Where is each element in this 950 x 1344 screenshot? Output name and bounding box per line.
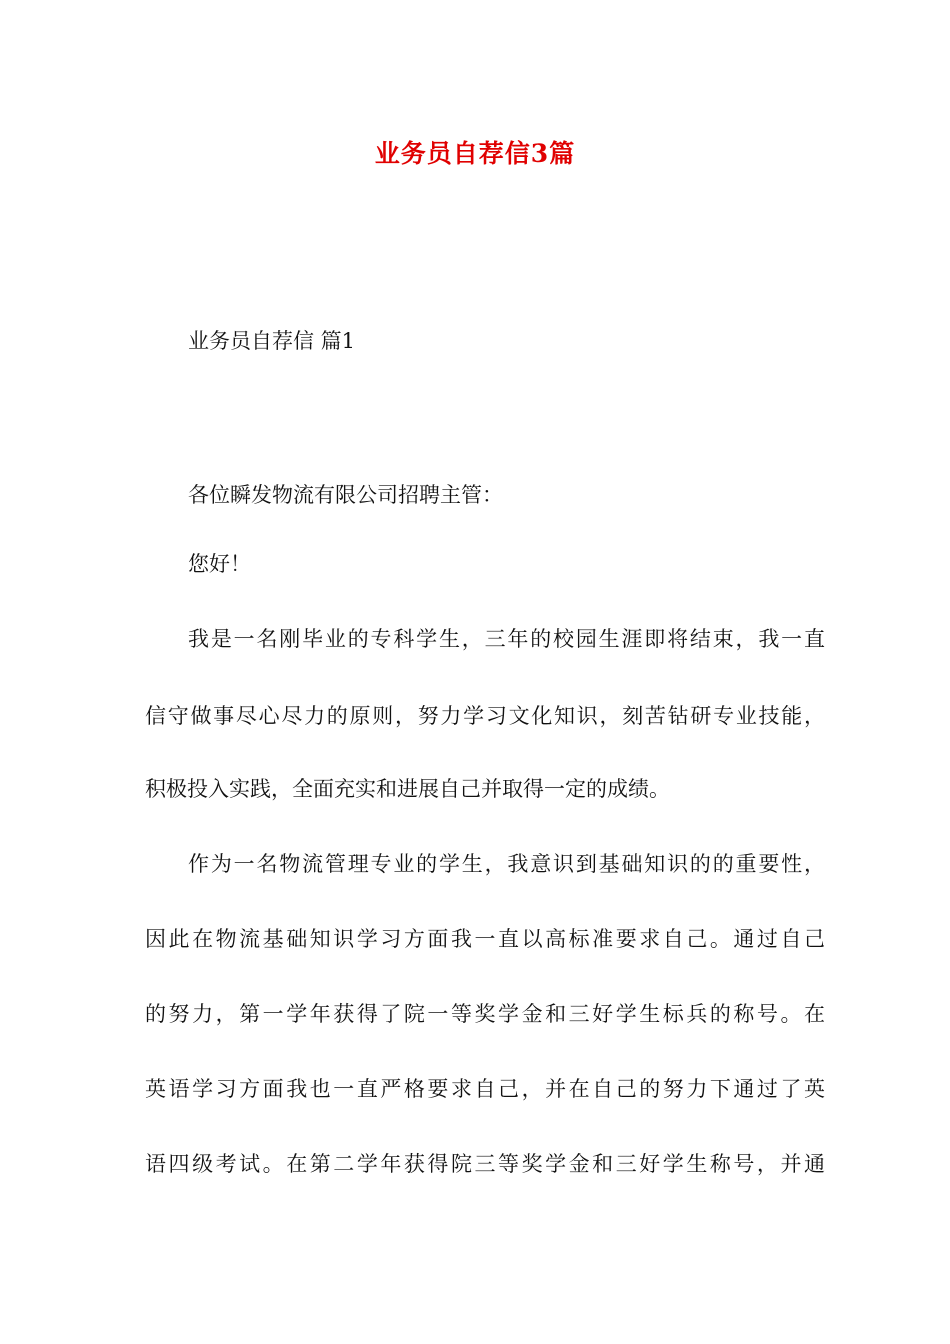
greeting: 您好！ [188,552,251,576]
paragraph-line: 英语学习方面我也一直严格要求自己，并在自己的努力下通过了英 [145,1077,825,1101]
paragraph-line: 积极投入实践，全面充实和进展自己并取得一定的成绩。 [145,777,670,801]
paragraph-line: 语四级考试。在第二学年获得院三等奖学金和三好学生称号，并通 [145,1152,825,1176]
paragraph-line: 的努力，第一学年获得了院一等奖学金和三好学生标兵的称号。在 [145,1002,825,1026]
paragraph-line: 因此在物流基础知识学习方面我一直以高标准要求自己。通过自己 [145,927,825,951]
document-title: 业务员自荐信3篇 [374,139,576,168]
paragraph-line: 作为一名物流管理专业的学生，我意识到基础知识的的重要性， [188,852,825,876]
paragraph-line: 我是一名刚毕业的专科学生，三年的校园生涯即将结束，我一直 [188,627,825,651]
salutation: 各位瞬发物流有限公司招聘主管： [188,483,503,507]
paragraph-line: 信守做事尽心尽力的原则，努力学习文化知识，刻苦钻研专业技能， [145,704,825,728]
section-heading: 业务员自荐信 篇1 [188,329,356,353]
